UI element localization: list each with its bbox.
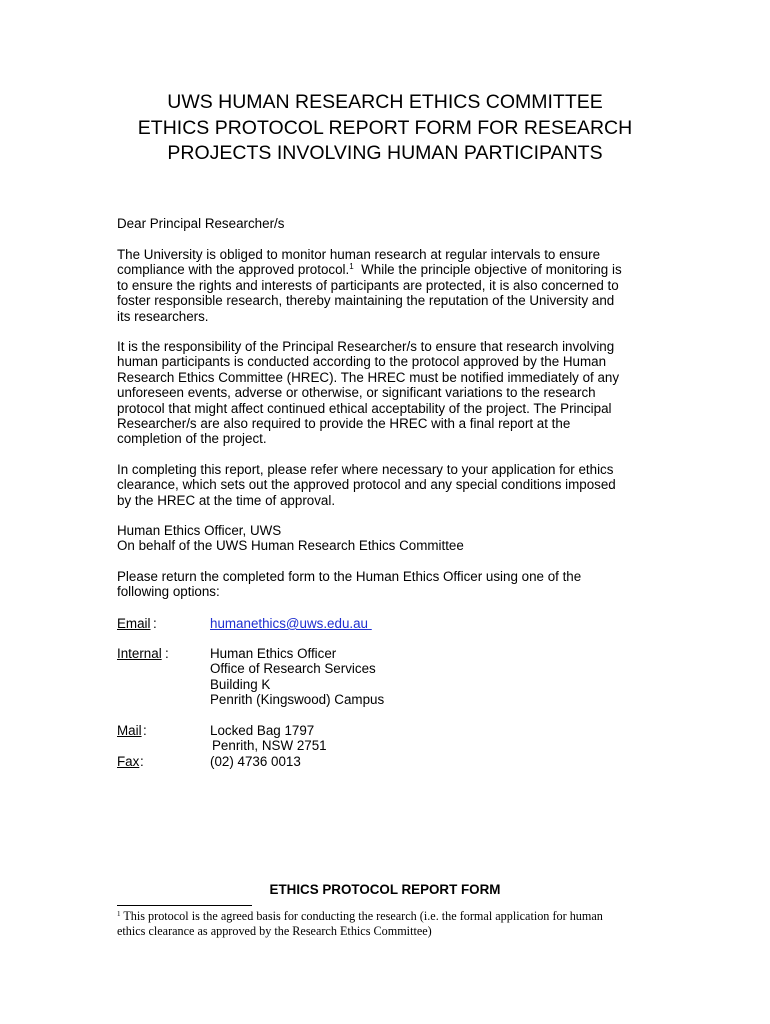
paragraph-completion: In completing this report, please refer where necessary to your application for ethics clearance, which sets out the approved protocol and any special conditions imposed by the HREC at the time of approval. [117,462,616,508]
footnote-marker: 1 [117,910,121,918]
return-instructions: Please return the completed form to the Human Ethics Officer using one of the following options: [117,569,582,600]
salutation: Dear Principal Researcher/s [117,216,285,231]
title-line-3: PROJECTS INVOLVING HUMAN PARTICIPANTS [167,142,603,164]
footnote: $^1$ This protocol is the agreed basis for conducting the research (i.e. the formal application for human ethics clearance as approved by the Research Ethics Committee) [117,909,603,938]
fax-number: (02) 4736 0013 [210,754,301,769]
email-label: Email [117,616,151,631]
paragraph-monitoring: The University is obliged to monitor human research at regular intervals to ensure compliance with the approved protocol.$^1$ While the principle objective of monitoring is to ensure the rights and interests of participants are protected, it is also concerned to foster responsible research, thereby maintaining the reputation of the University and its researchers. [117,247,622,324]
email-colon: : [153,616,157,631]
signoff: Human Ethics Officer, UWS On behalf of the UWS Human Research Ethics Committee [117,523,464,554]
mail-label: Mail [117,723,142,738]
mail-colon: : [143,723,147,738]
email-link-trail [368,616,372,631]
email-link[interactable]: humanethics@uws.edu.au [210,616,369,631]
form-heading: ETHICS PROTOCOL REPORT FORM [269,882,501,897]
title-line-2: ETHICS PROTOCOL REPORT FORM FOR RESEARCH [137,116,633,139]
email-link-wrap [210,616,372,631]
internal-label: Internal [117,646,162,661]
internal-address: Human Ethics Officer Office of Research Services Building K Penrith (Kingswood) Campus [210,646,385,708]
document-title [60,90,710,167]
paragraph-responsibility: It is the responsibility of the Principal Researcher/s to ensure that research involving human participants is conducted according to the protocol approved by the Human Research Ethics Committee (HREC). The HREC must be notified immediately of any unforeseen events, adverse or otherwise, or significant variations to the research protocol that might affect continued ethical acceptability of the project. The Principal Researcher/s are also required to provide the HREC with a final report at the completion of the project. [117,339,620,447]
mail-address: Locked Bag 1797 Penrith, NSW 2751 [210,723,327,754]
fax-colon: : [140,754,144,769]
fax-label: Fax [117,754,140,769]
title-line-1: UWS HUMAN RESEARCH ETHICS COMMITTEE [167,91,603,113]
footnote-divider [117,905,252,906]
internal-colon: : [165,646,169,661]
footnote-reference[interactable]: 1 [349,262,354,272]
